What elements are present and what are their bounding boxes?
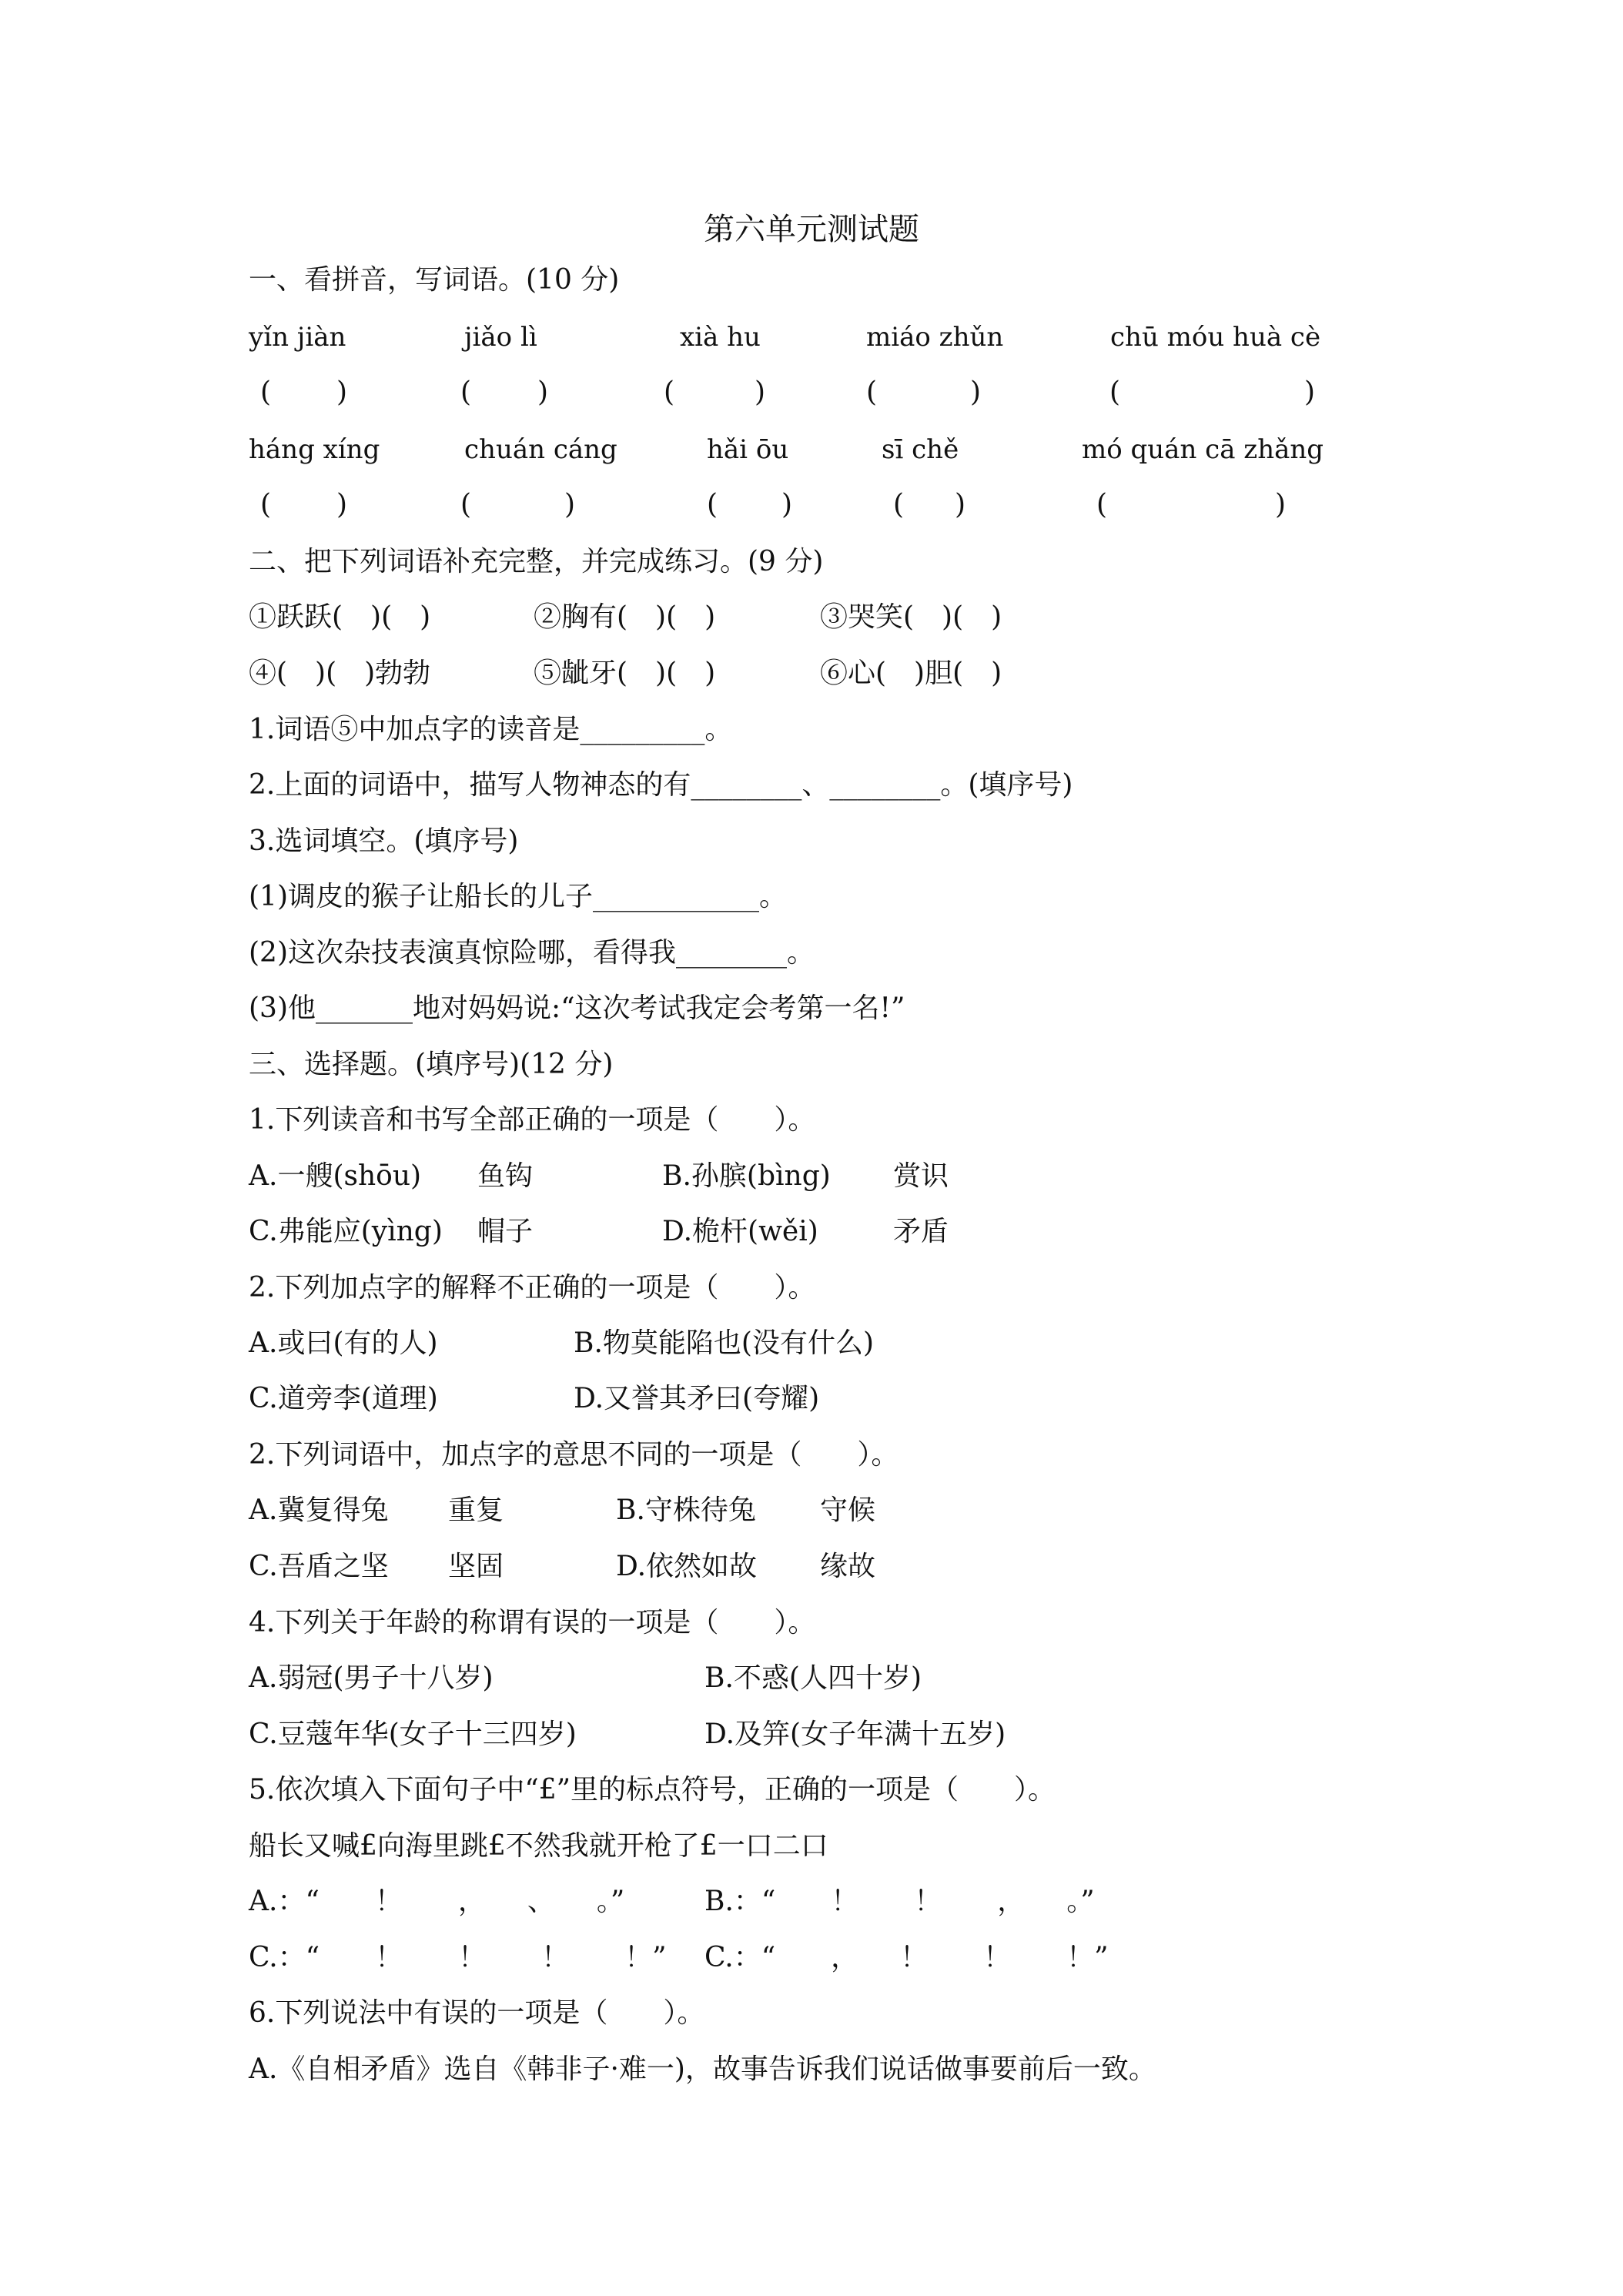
s2-question-3: 3.选词填空。(填序号) [249, 825, 519, 857]
answer-box-3-close: ) [755, 377, 766, 408]
pinyin-2: jiǎo lì [464, 322, 537, 353]
s3-q3-option-b: B.守株待兔 [616, 1494, 756, 1526]
answer-box-9-close: ) [955, 489, 966, 520]
s3-q3-option-a: A.冀复得兔 [249, 1494, 389, 1526]
s2-question-1: 1.词语⑤中加点字的读音是_________。 [249, 714, 733, 745]
s3-q5-option-a: A.：“ ！ ， 、 。” [249, 1886, 625, 1917]
s3-q5-option-d: C.：“ ， ！ ！ ！” [704, 1942, 1109, 1973]
pinyin-6: háng xíng [249, 434, 380, 465]
s3-q2-option-d: D.又誉其矛曰(夸耀) [574, 1383, 820, 1414]
s3-q3-option-c: C.吾盾之坚 [249, 1551, 389, 1582]
s3-q5-sentence: 船长又喊£向海里跳£不然我就开枪了£一口二口 [249, 1830, 828, 1862]
answer-box-8-open: ( [707, 489, 718, 520]
s2-question-2: 2.上面的词语中，描写人物神态的有________、________。(填序号) [249, 769, 1073, 801]
s2-question-3-3: (3)他_______地对妈妈说:“这次考试我定会考第一名!” [249, 992, 905, 1024]
s3-q5-option-c: C.：“ ！ ！ ！ ！” [249, 1942, 667, 1973]
answer-box-7-close: ) [564, 489, 576, 520]
s3-q4-option-a: A.弱冠(男子十八岁) [249, 1662, 494, 1694]
answer-box-7-open: ( [460, 489, 472, 520]
s3-q3-option-d-word: 缘故 [820, 1551, 876, 1582]
section-1-heading: 一、看拼音，写词语。(10 分) [249, 264, 620, 296]
s3-q6-option-a: A.《自相矛盾》选自《韩非子·难一)，故事告诉我们说话做事要前后一致。 [249, 2053, 1156, 2085]
idiom-3: ③哭笑( )( ) [820, 601, 1002, 633]
s3-question-4: 4.下列关于年龄的称谓有误的一项是（ ）。 [249, 1607, 816, 1638]
answer-box-5-open: ( [1109, 377, 1121, 408]
s3-question-3: 2.下列词语中，加点字的意思不同的一项是（ ）。 [249, 1439, 899, 1471]
s2-question-3-2: (2)这次杂技表演真惊险哪，看得我________。 [249, 937, 815, 969]
s3-q1-option-c-word: 帽子 [477, 1216, 534, 1247]
s3-q2-option-b: B.物莫能陷也(没有什么) [574, 1327, 874, 1359]
s3-q3-option-c-word: 坚固 [448, 1551, 504, 1582]
answer-box-2-open: ( [460, 377, 472, 408]
answer-box-3-open: ( [664, 377, 675, 408]
s3-q3-option-a-word: 重复 [448, 1494, 504, 1526]
s3-q4-option-b: B.不惑(人四十岁) [704, 1662, 922, 1694]
s3-q4-option-d: D.及笄(女子年满十五岁) [704, 1719, 1006, 1750]
answer-box-1-close: ) [336, 377, 348, 408]
s3-q2-option-c: C.道旁李(道理) [249, 1383, 438, 1414]
s3-q2-option-a: A.或曰(有的人) [249, 1327, 438, 1359]
s3-q1-option-d: D.桅杆(wěi) [662, 1216, 818, 1247]
section-2-heading: 二、把下列词语补充完整，并完成练习。(9 分) [249, 546, 824, 577]
s3-q1-option-a: A.一艘(shōu) [249, 1160, 422, 1192]
s3-q1-option-b-word: 赏识 [893, 1160, 949, 1192]
pinyin-5: chū móu huà cè [1110, 322, 1321, 353]
idiom-4: ④( )( )勃勃 [249, 658, 431, 689]
answer-box-10-close: ) [1275, 489, 1287, 520]
answer-box-1-open: ( [260, 377, 272, 408]
pinyin-4: miáo zhǔn [866, 322, 1004, 353]
pinyin-8: hǎi ōu [707, 434, 789, 465]
s3-question-1: 1.下列读音和书写全部正确的一项是（ ）。 [249, 1104, 816, 1136]
page-title: 第六单元测试题 [704, 212, 919, 247]
section-3-heading: 三、选择题。(填序号)(12 分) [249, 1049, 614, 1080]
answer-box-4-open: ( [866, 377, 878, 408]
idiom-6: ⑥心( )胆( ) [820, 658, 1002, 689]
s3-q5-option-b: B.：“ ！ ！ ， 。” [704, 1886, 1095, 1917]
idiom-5: ⑤龇牙( )( ) [534, 658, 716, 689]
pinyin-1: yǐn jiàn [249, 322, 346, 353]
s3-question-2: 2.下列加点字的解释不正确的一项是（ ）。 [249, 1272, 816, 1304]
answer-box-8-close: ) [781, 489, 793, 520]
answer-box-10-open: ( [1096, 489, 1108, 520]
answer-box-5-close: ) [1304, 377, 1316, 408]
answer-box-6-open: ( [260, 489, 272, 520]
s3-question-5: 5.依次填入下面句子中“£”里的标点符号，正确的一项是（ ）。 [249, 1774, 1056, 1806]
s2-question-3-1: (1)调皮的猴子让船长的儿子____________。 [249, 881, 787, 912]
answer-box-2-close: ) [537, 377, 549, 408]
answer-box-6-close: ) [336, 489, 348, 520]
pinyin-7: chuán cáng [464, 434, 617, 465]
s3-q4-option-c: C.豆蔻年华(女子十三四岁) [249, 1719, 577, 1750]
s3-q1-option-c: C.弗能应(yìng) [249, 1216, 443, 1247]
pinyin-9: sī chě [882, 434, 959, 465]
idiom-1: ①跃跃( )( ) [249, 601, 431, 633]
s3-question-6: 6.下列说法中有误的一项是（ ）。 [249, 1997, 705, 2029]
pinyin-3: xià hu [680, 322, 761, 353]
answer-box-4-close: ) [970, 377, 982, 408]
s3-q3-option-d: D.依然如故 [616, 1551, 758, 1582]
s3-q1-option-a-word: 鱼钩 [477, 1160, 534, 1192]
s3-q1-option-d-word: 矛盾 [893, 1216, 949, 1247]
answer-box-9-open: ( [893, 489, 905, 520]
s3-q3-option-b-word: 守候 [820, 1494, 876, 1526]
pinyin-10: mó quán cā zhǎng [1082, 434, 1324, 465]
idiom-2: ②胸有( )( ) [534, 601, 716, 633]
s3-q1-option-b: B.孙膑(bìng) [662, 1160, 831, 1192]
